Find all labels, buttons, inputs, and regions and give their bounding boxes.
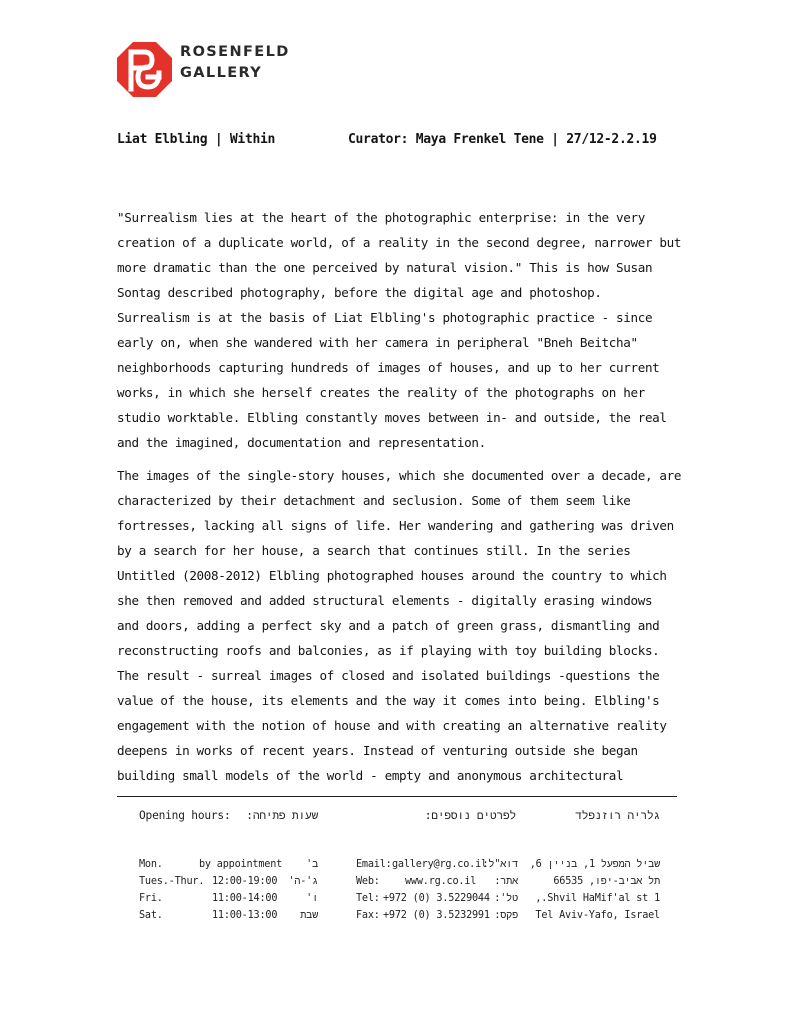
hours-day: Mon. [139, 859, 163, 870]
text-line: Untitled (2008-2012) Elbling photographed houses around the country to which [117, 568, 667, 583]
text-line: early on, when she wandered with her camera in peripheral "Bneh Beitcha" [117, 335, 638, 350]
website-link[interactable]: www.rg.co.il [405, 876, 477, 887]
hours-time: 12:00-19:00 [212, 876, 278, 887]
address-he-line1: שביל המפעל 1, בניין 6, [529, 859, 660, 870]
gallery-name-he: גלריה רוזנפלד [575, 809, 660, 822]
hours-day: Fri. [139, 893, 163, 904]
exhibition-title: Liat Elbling | Within [117, 132, 276, 147]
address-en-line2: Tel Aviv-Yafo, Israel [535, 910, 660, 921]
opening-hours-label: Opening hours: [139, 809, 231, 822]
hours-time: by appointment [199, 859, 283, 870]
address-en-line1: 1 Shvil HaMif'al st., [535, 893, 660, 904]
text-line: Surrealism is at the basis of Liat Elbling's photographic practice - since [117, 310, 653, 325]
text-line: more dramatic than the one perceived by natural vision." This is how Susan [117, 260, 653, 275]
text-line: by a search for her house, a search that continues still. In the series [117, 543, 631, 558]
text-line: characterized by their detachment and seclusion. Some of them seem like [117, 493, 631, 508]
hours-time: 11:00-13:00 [212, 910, 278, 921]
hours-day-he: שבת [300, 910, 318, 921]
text-line: engagement with the notion of house and with creating an alternative reality [117, 718, 667, 733]
address-he-line2: תל אביב-יפו, 66535 [553, 876, 660, 887]
contact-label-he: אתר: [494, 876, 518, 887]
contact-label-he: דוא"ל: [482, 859, 518, 870]
contact-label: Email: [356, 859, 392, 870]
opening-hours-label-he: שעות פתיחה: [246, 809, 318, 822]
gallery-name-line2: GALLERY [180, 65, 263, 81]
text-line: and the imagined, documentation and representation. [117, 435, 486, 450]
text-line: value of the house, its elements and the way it comes into being. Elbling's [117, 693, 660, 708]
contact-label: Tel: [356, 893, 380, 904]
contact-label: Fax: [356, 910, 380, 921]
text-line: neighborhoods capturing hundreds of images of houses, and up to her current [117, 360, 660, 375]
phone-number: +972 (0) 3.5229044 [383, 893, 490, 904]
gallery-logo-icon [117, 42, 172, 97]
paragraph-2 [117, 463, 682, 788]
text-line: reconstructing roofs and balconies, as if playing with toy building blocks. [117, 643, 660, 658]
text-line: she then removed and added structural elements - digitally erasing windows [117, 593, 653, 608]
hours-time: 11:00-14:00 [212, 893, 278, 904]
hours-day: Sat. [139, 910, 163, 921]
text-line: works, in which she herself creates the reality of the photographs on her [117, 385, 645, 400]
text-line: studio worktable. Elbling constantly moves between in- and outside, the real [117, 410, 667, 425]
contact-label: Web: [356, 876, 380, 887]
contact-label-he: פקס: [494, 910, 518, 921]
text-line: building small models of the world - empty and anonymous architectural [117, 768, 624, 783]
details-label-he: לפרטים נוספים: [424, 809, 516, 822]
text-line: The images of the single-story houses, which she documented over a decade, are [117, 468, 682, 483]
fax-number: +972 (0) 3.5232991 [383, 910, 490, 921]
text-line: Sontag described photography, before the digital age and photoshop. [117, 285, 602, 300]
hours-day-he: ג'-ה' [288, 876, 318, 887]
footer-divider [117, 796, 677, 797]
text-line: The result - surreal images of closed and isolated buildings -questions the [117, 668, 660, 683]
curator-dates: Curator: Maya Frenkel Tene | 27/12-2.2.19 [348, 132, 657, 147]
hours-day-he: ב' [306, 859, 318, 870]
paragraph-1 [117, 205, 682, 455]
text-line: creation of a duplicate world, of a reality in the second degree, narrower but [117, 235, 682, 250]
email-link[interactable]: gallery@rg.co.il [392, 859, 487, 870]
gallery-name [180, 42, 290, 84]
press-release-body [117, 205, 682, 796]
text-line: deepens in works of recent years. Instead of venturing outside she began [117, 743, 638, 758]
text-line: and doors, adding a perfect sky and a patch of green grass, dismantling and [117, 618, 660, 633]
gallery-name-line1: ROSENFELD [180, 44, 290, 60]
contact-label-he: טל': [494, 893, 518, 904]
hours-day: Tues.-Thur. [139, 876, 205, 887]
text-line: "Surrealism lies at the heart of the photographic enterprise: in the very [117, 210, 645, 225]
text-line: fortresses, lacking all signs of life. Her wandering and gathering was driven [117, 518, 674, 533]
hours-day-he: ו' [306, 893, 318, 904]
